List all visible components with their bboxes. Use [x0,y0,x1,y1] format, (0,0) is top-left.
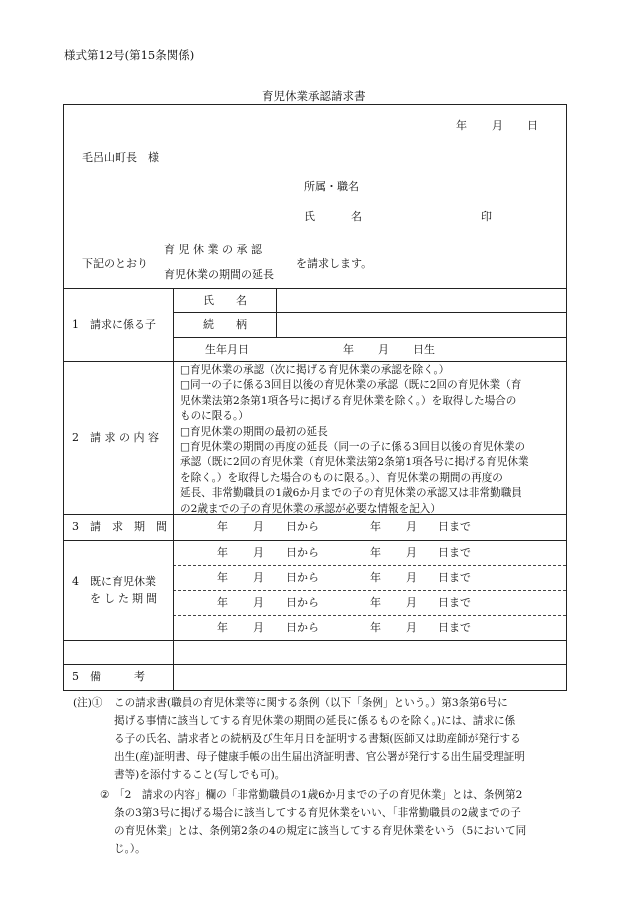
birth-month: 月 [378,343,389,356]
child-birth-label: 生年月日 [205,343,249,356]
request-content-line: 承認（既に2回の育児休業（育児休業法第2条第1項各号に掲げる育児休業 [180,456,529,469]
request-content-line: 児休業法第2条第1項各号に掲げる育児休業を除く。）を取得した場合の [180,394,517,407]
section4-label-line2: をした期間 [90,592,160,605]
section3-label: 3 請 求 期 間 [72,520,167,533]
birth-day: 日生 [413,343,435,356]
section5-label: 5 備 考 [72,670,145,683]
birth-year: 年 [343,343,354,356]
request-suffix: を請求します。 [296,257,373,270]
option-approval: 育 児 休 業 の 承 認 [164,243,262,256]
affiliation-label: 所属・職名 [304,180,359,193]
date-year: 年 [456,119,467,132]
section2-label: 2 請 求 の 内 容 [72,431,159,444]
request-content-line: □同一の子に係る3回目以後の育児休業の承認（既に2回の育児休業（育 [180,379,522,392]
note1-text: この請求書(職員の育児休業等に関する条例（以下「条例」という。）第3条第6号に 掲げる事情に該当してする育児休業の期間の延長に係るものを除く。)には、請求に係 る子の氏名、請求者との続柄及び生年月日を証明する書類(医師又は助産師が発行する 出生(産)証明書、母子健康手帳の出生届出済証明書、官公署が発行する出生届受理証明 書等)を添付すること(写しでも可)。 [114,697,525,781]
seal-mark: 印 [481,210,492,223]
child-relation-label: 続 柄 [203,318,247,331]
child-name-label: 氏 名 [203,294,247,307]
request-content-line: □育児休業の承認（次に掲げる育児休業の承認を除く。） [180,364,450,376]
note2-text: 「2 請求の内容」欄の「非常勤職員の1歳6か月までの子の育児休業」とは、条例第2 条の3第3号に掲げる場合に該当してする育児休業をいい、「非常勤職員の2歳までの子 の育児休業」とは、条例第2条の4の規定に該当してする育児休業をいう（5において同 じ。）。 [114,789,527,855]
request-content-line: の2歳までの子の育児休業の承認が必要な情報を記入） [180,502,441,515]
option-extension: 育児休業の期間の延長 [164,268,274,281]
page-title: 育児休業承認請求書 [262,89,366,103]
section4-label-line1: 4 既に育児休業 [72,575,156,588]
preface-text: 下記のとおり [82,257,148,270]
section1-label: 1 請求に係る子 [72,318,156,331]
request-content-line: □育児休業の期間の最初の延長 [180,425,328,438]
date-day: 日 [527,119,538,132]
request-content-line: ものに限る。） [180,410,249,423]
note1-mark: (注)① [73,697,103,709]
form-number: 様式第12号(第15条関係) [64,48,195,62]
note2-mark: ② [100,789,110,801]
addressee: 毛呂山町長 様 [82,151,159,164]
name-label-shi: 氏 [304,210,315,223]
request-content-list [180,363,564,517]
request-content-line: □育児休業の期間の再度の延長（同一の子に係る3回目以後の育児休業の [180,441,526,454]
name-label-mei: 名 [351,210,362,223]
request-content-line: を除く。）を取得した場合のものに限る。）、育児休業の期間の再度の [180,471,503,484]
request-content-line: 延長、非常勤職員の1歳6か月までの子の育児休業の承認又は非常勤職員 [180,487,522,500]
date-month: 月 [492,119,503,132]
